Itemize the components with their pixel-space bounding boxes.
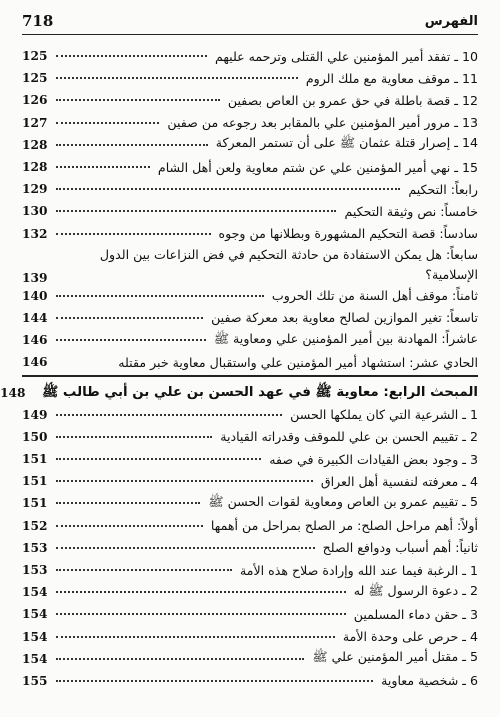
toc-entry-title: 10 ـ تفقد أمير المؤمنين علي القتلى وترحمه عليهم (214, 48, 478, 64)
toc-entry-title: الحادي عشر: استشهاد أمير المؤمنين علي واستقبال معاوية خبر مقتله (118, 354, 478, 370)
toc-entry (22, 112, 478, 134)
toc-entry (22, 307, 478, 329)
table-of-contents (0, 45, 478, 692)
toc-entry (22, 426, 478, 448)
dot-leader (56, 458, 261, 460)
toc-entry (22, 670, 478, 692)
toc-entry (22, 581, 478, 603)
toc-entry (22, 492, 478, 514)
dot-leader (56, 414, 282, 416)
dot-leader (56, 591, 346, 593)
toc-entry-title: ثانياً: أهم أسباب ودوافع الصلح (322, 540, 478, 556)
dot-leader (56, 502, 200, 504)
toc-entry-title: 4 ـ حرص على وحدة الأمة (342, 629, 478, 645)
running-title: الفهرس (424, 14, 478, 29)
toc-entry-title: 15 ـ نهي أمير المؤمنين علي عن شتم معاوية ولعن أهل الشام (157, 159, 478, 175)
toc-page-number: 151 (22, 452, 48, 467)
dot-leader (56, 636, 335, 638)
toc-entry (22, 515, 478, 537)
toc-entry (22, 223, 478, 245)
toc-page-number: 144 (22, 310, 48, 325)
toc-entry (22, 404, 478, 426)
toc-page-number: 154 (22, 607, 48, 622)
page-header (22, 14, 478, 35)
toc-page-number: 154 (22, 651, 48, 666)
toc-entry-title: 4 ـ معرفته لنفسية أهل العراق (320, 473, 478, 489)
dot-leader (56, 188, 400, 190)
toc-page-number: 130 (22, 204, 48, 219)
toc-entry-title: أولاً: أهم مراحل الصلح: مر الصلح بمراحل من أهمها (210, 518, 478, 534)
toc-page-number: 129 (22, 182, 48, 197)
dot-leader (56, 525, 203, 527)
toc-entry-title: 3 ـ وجود بعض القيادات الكبيرة في صفه (269, 451, 478, 467)
toc-page-number: 150 (22, 429, 48, 444)
dot-leader (56, 613, 346, 615)
toc-entry-title: سادساً: قصة التحكيم المشهورة وبطلانها من وجوه (218, 226, 478, 242)
toc-entry-title: ثامناً: موقف أهل السنة من تلك الحروب (271, 288, 478, 304)
dot-leader (56, 436, 212, 438)
dot-leader (56, 99, 220, 101)
toc-entry-title: 14 ـ إصرار قتلة عثمان ﷺ على أن تستمر المعركة (215, 135, 478, 151)
toc-page-number: 155 (22, 673, 48, 688)
toc-entry-title: تاسعاً: تغير الموازين لصالح معاوية بعد معركة صفين (211, 310, 478, 326)
toc-entry-title: عاشراً: المهادنة بين أمير المؤمنين علي ومعاوية ﷺ (213, 330, 478, 346)
dot-leader (56, 210, 336, 212)
toc-page-number: 126 (22, 93, 48, 108)
toc-entry (22, 603, 478, 625)
toc-entry-title: 2 ـ دعوة الرسول ﷺ له (353, 582, 478, 598)
toc-entry (22, 200, 478, 222)
toc-entry (22, 626, 478, 648)
toc-entry (22, 178, 478, 200)
dot-leader (56, 77, 298, 79)
toc-entry (22, 45, 478, 67)
toc-page-number: 151 (22, 496, 48, 511)
toc-entry-title: 6 ـ شخصية معاوية (381, 673, 478, 689)
toc-entry (22, 156, 478, 178)
toc-page-number: 154 (22, 585, 48, 600)
toc-entry-title: 3 ـ حقن دماء المسلمين (353, 606, 478, 622)
toc-entry-title: 13 ـ مرور أمير المؤمنين علي بالمقابر بعد رجوعه من صفين (167, 115, 478, 131)
toc-entry (22, 351, 478, 373)
toc-section-heading (0, 381, 478, 403)
toc-page-number: 132 (22, 226, 48, 241)
dot-leader (56, 144, 208, 146)
dot-leader (56, 658, 304, 660)
toc-entry (22, 648, 478, 670)
dot-leader (56, 569, 232, 571)
toc-entry-title: 11 ـ موقف معاوية مع ملك الروم (305, 70, 478, 86)
dot-leader (56, 295, 264, 297)
dot-leader (56, 339, 206, 341)
toc-entry (22, 67, 478, 89)
toc-entry (22, 537, 478, 559)
toc-entry-title: 1 ـ الشرعية التي كان يملكها الحسن (290, 407, 478, 423)
toc-entry (22, 329, 478, 351)
toc-entry (22, 245, 478, 285)
toc-page-number: 139 (22, 270, 48, 285)
toc-entry-title: رابعاً: التحكيم (408, 181, 478, 197)
toc-entry-title: 5 ـ مقتل أمير المؤمنين علي ﷺ (312, 649, 478, 665)
toc-page-number: 146 (22, 333, 48, 348)
dot-leader (56, 55, 207, 57)
toc-page-number: 140 (22, 288, 48, 303)
dot-leader (56, 680, 373, 682)
toc-entry-title: 5 ـ تقييم عمرو بن العاص ومعاوية لقوات الحسن ﷺ (208, 493, 478, 509)
toc-page-number: 152 (22, 518, 48, 533)
dot-leader (56, 233, 211, 235)
toc-page-number: 146 (22, 355, 48, 370)
toc-entry-title: سابعاً: هل يمكن الاستفادة من حادثة التحكيم في فض النزاعات بين الدول الإسلامية؟ (99, 246, 478, 282)
dot-leader (56, 317, 203, 319)
page-number: 718 (22, 12, 54, 30)
toc-entry (22, 470, 478, 492)
dot-leader (56, 122, 159, 124)
toc-entry (22, 559, 478, 581)
toc-entry-title: خامساً: نص وثيقة التحكيم (344, 203, 478, 219)
toc-page-number: 153 (22, 563, 48, 578)
toc-page-number: 128 (22, 137, 48, 152)
toc-page-number: 128 (22, 160, 48, 175)
toc-page-number: 125 (22, 71, 48, 86)
toc-entry-title: 1 ـ الرغبة فيما عند الله وإرادة صلاح هذه الأمة (239, 562, 478, 578)
toc-page-number: 125 (22, 49, 48, 64)
dot-leader (56, 166, 150, 168)
toc-entry-title: 2 ـ تقييم الحسن بن علي للموقف وقدراته القيادية (220, 429, 478, 445)
toc-page-number: 153 (22, 540, 48, 555)
toc-entry (22, 89, 478, 111)
toc-entry-title: المبحث الرابع: معاوية ﷺ في عهد الحسن بن علي بن أبي طالب ﷺ (42, 384, 478, 400)
section-divider (22, 375, 478, 377)
toc-page-number: 151 (22, 474, 48, 489)
toc-entry (22, 448, 478, 470)
toc-entry-title: 12 ـ قصة باطلة في حق عمرو بن العاص بصفين (227, 92, 478, 108)
dot-leader (56, 480, 313, 482)
toc-page-number: 154 (22, 629, 48, 644)
toc-page-number: 148 (0, 385, 26, 400)
dot-leader (56, 547, 315, 549)
toc-entry (22, 285, 478, 307)
toc-page-number: 127 (22, 115, 48, 130)
toc-page-number: 149 (22, 407, 48, 422)
toc-entry (22, 134, 478, 156)
